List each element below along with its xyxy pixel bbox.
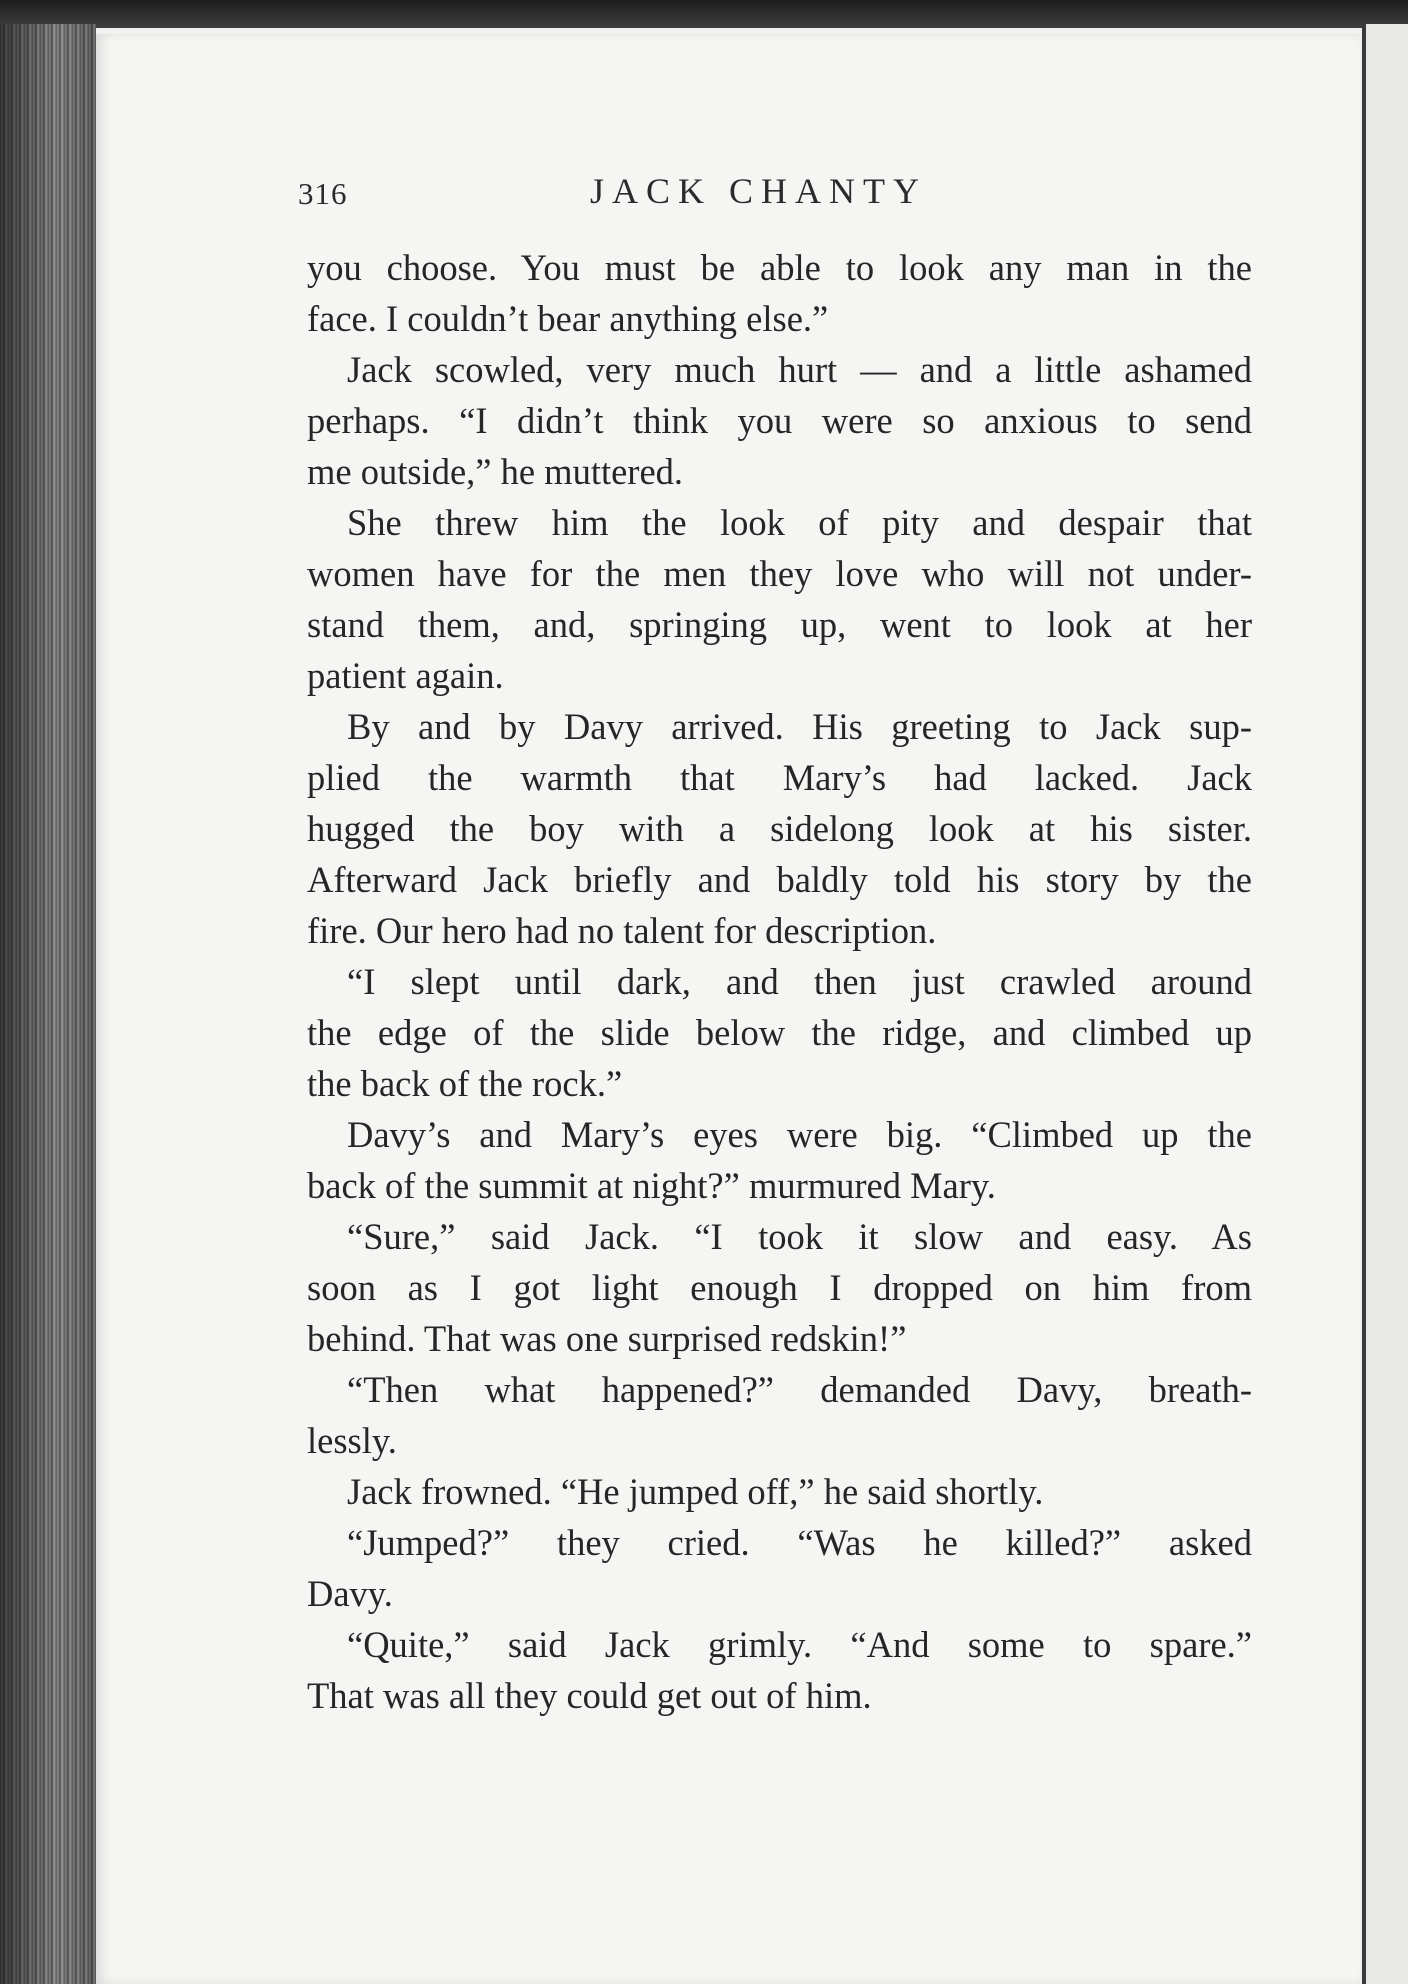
text-line: hugged the boy with a sidelong look at his sister. bbox=[307, 808, 1252, 849]
text-line: She threw him the look of pity and despair that bbox=[347, 502, 1252, 543]
text-line: “Quite,” said Jack grimly. “And some to spare.” bbox=[347, 1624, 1252, 1665]
paragraph bbox=[307, 1109, 1252, 1211]
paragraph bbox=[307, 1364, 1252, 1466]
paragraph bbox=[307, 497, 1252, 701]
text-line: By and by Davy arrived. His greeting to Jack sup- bbox=[347, 706, 1252, 747]
text-line: you choose. You must be able to look any man in the bbox=[307, 247, 1252, 288]
text-line: Jack frowned. “He jumped off,” he said shortly. bbox=[347, 1471, 1044, 1512]
paragraph bbox=[307, 1211, 1252, 1364]
text-line: “Jumped?” they cried. “Was he killed?” asked bbox=[347, 1522, 1252, 1563]
text-line: lessly. bbox=[307, 1420, 397, 1461]
text-line: plied the warmth that Mary’s had lacked. Jack bbox=[307, 757, 1252, 798]
text-line: perhaps. “I didn’t think you were so anxious to send bbox=[307, 400, 1252, 441]
text-line: “Sure,” said Jack. “I took it slow and easy. As bbox=[347, 1216, 1252, 1257]
paragraph bbox=[307, 344, 1252, 497]
text-line: patient again. bbox=[307, 655, 504, 696]
paragraph bbox=[307, 1619, 1252, 1721]
text-line: Davy’s and Mary’s eyes were big. “Climbed up the bbox=[347, 1114, 1252, 1155]
text-line: Jack scowled, very much hurt — and a little ashamed bbox=[347, 349, 1252, 390]
text-line: behind. That was one surprised redskin!” bbox=[307, 1318, 907, 1359]
paragraph bbox=[307, 1517, 1252, 1619]
text-line: stand them, and, springing up, went to look at her bbox=[307, 604, 1252, 645]
paragraph bbox=[307, 242, 1252, 344]
text-line: Davy. bbox=[307, 1573, 393, 1614]
text-line: the edge of the slide below the ridge, and climbed up bbox=[307, 1012, 1252, 1053]
right-margin bbox=[1366, 24, 1408, 1984]
text-line: “I slept until dark, and then just crawled around bbox=[347, 961, 1252, 1002]
page-number: 316 bbox=[298, 176, 348, 211]
text-line: the back of the rock.” bbox=[307, 1063, 623, 1104]
scan-top-border bbox=[0, 0, 1408, 28]
paragraph bbox=[307, 956, 1252, 1109]
page-header bbox=[298, 170, 1253, 230]
text-line: back of the summit at night?” murmured Mary. bbox=[307, 1165, 996, 1206]
text-line: me outside,” he muttered. bbox=[307, 451, 684, 492]
text-line: face. I couldn’t bear anything else.” bbox=[307, 298, 829, 339]
paragraph bbox=[307, 1466, 1252, 1517]
text-line: That was all they could get out of him. bbox=[307, 1675, 872, 1716]
body-text bbox=[307, 242, 1252, 1721]
running-head: JACK CHANTY bbox=[590, 171, 928, 211]
text-line: fire. Our hero had no talent for description. bbox=[307, 910, 937, 951]
paragraph bbox=[307, 701, 1252, 956]
text-line: women have for the men they love who will not under- bbox=[307, 553, 1252, 594]
text-line: “Then what happened?” demanded Davy, breath- bbox=[347, 1369, 1252, 1410]
text-line: soon as I got light enough I dropped on him from bbox=[307, 1267, 1252, 1308]
text-line: Afterward Jack briefly and baldly told his story by the bbox=[307, 859, 1252, 900]
book-page-edges bbox=[0, 24, 96, 1984]
